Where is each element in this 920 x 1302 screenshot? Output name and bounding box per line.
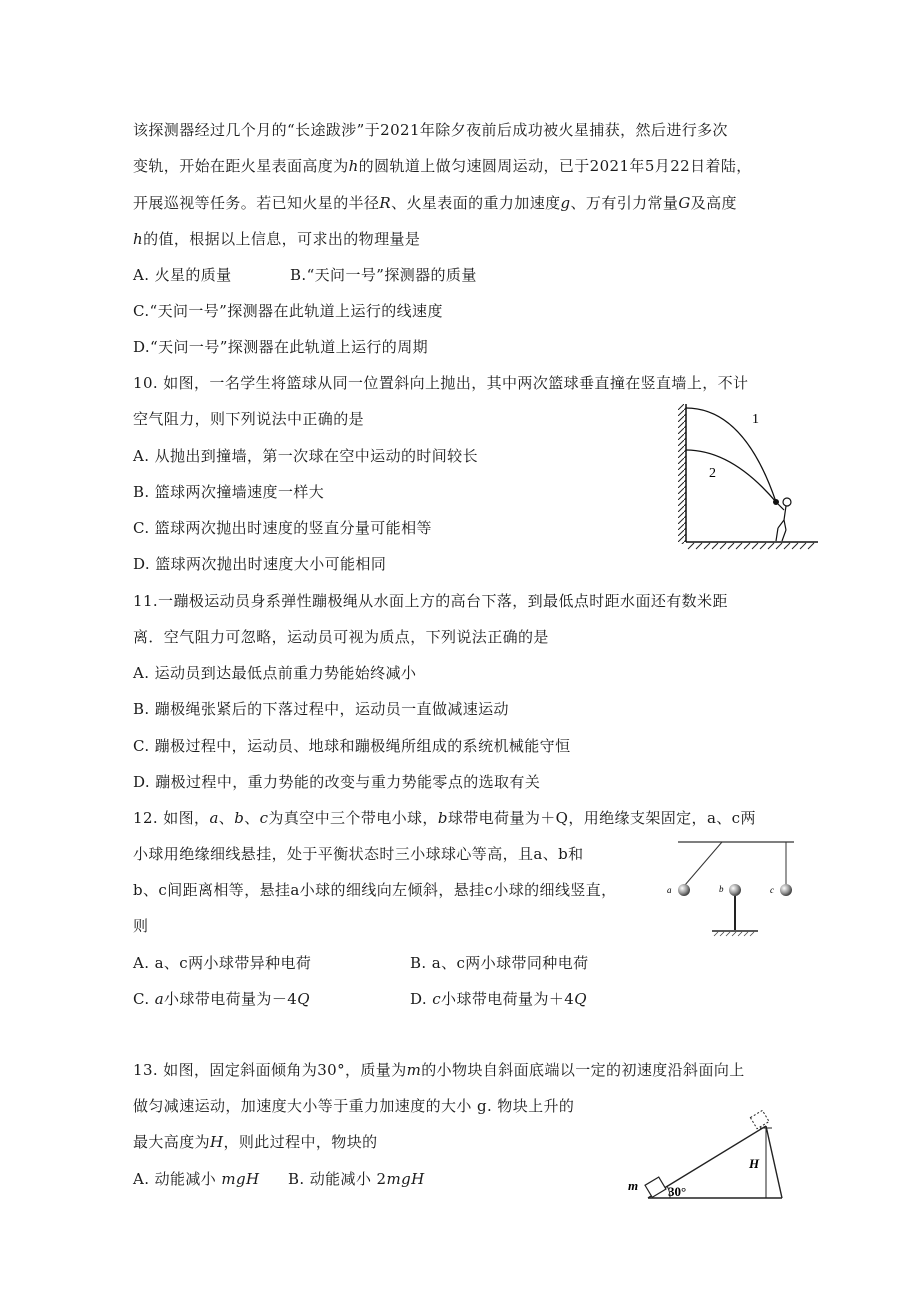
- trajectory-2: [686, 450, 776, 502]
- trajectory-label-2: 2: [709, 466, 716, 481]
- ball-label-c: c: [770, 885, 774, 895]
- charged-balls-figure: [664, 836, 804, 938]
- q11-option-c: C. 蹦极过程中，运动员、地球和蹦极绳所组成的系统机械能守恒: [133, 737, 571, 755]
- ball-a: [678, 884, 690, 896]
- q13-stem-line-1: 13. 如图，固定斜面倾角为30°，质量为m的小物块自斜面底端以一定的初速度沿斜面向上: [133, 1061, 745, 1079]
- q12-stem-line-4: 则: [133, 917, 149, 935]
- angle-label: 30°: [668, 1184, 687, 1199]
- q11-option-b: B. 蹦极绳张紧后的下落过程中，运动员一直做减速运动: [133, 700, 509, 718]
- q10-option-b: B. 篮球两次撞墙速度一样大: [133, 483, 325, 501]
- q9-option-c: C.“天问一号”探测器在此轨道上运行的线速度: [133, 302, 443, 320]
- q12-stem-line-3: b、c间距离相等，悬挂a小球的细线向左倾斜，悬挂c小球的细线竖直，: [133, 881, 617, 899]
- ground-hatch: [688, 543, 814, 549]
- q9-stem-line-4: h的值，根据以上信息，可求出的物理量是: [133, 230, 421, 248]
- wall-hatch: [678, 404, 686, 544]
- q9-option-b: B.“天问一号”探测器的质量: [290, 266, 477, 284]
- q10-option-c: C. 篮球两次抛出时速度的竖直分量可能相等: [133, 519, 432, 537]
- incline-figure: [626, 1104, 788, 1204]
- stand-hatch: [714, 932, 754, 936]
- block-bottom: [645, 1177, 666, 1197]
- incline-back: [766, 1126, 782, 1198]
- q13-stem-line-2: 做匀减速运动，加速度大小等于重力加速度的大小 g. 物块上升的: [133, 1097, 575, 1115]
- mass-label: m: [628, 1178, 639, 1193]
- ball-label-b: b: [719, 884, 724, 894]
- q13-option-a: A. 动能减小 mgH: [133, 1170, 260, 1188]
- q9-stem-line-1: 该探测器经过几个月的“长途跋涉”于2021年除夕夜前后成功被火星捕获，然后进行多次: [133, 121, 728, 139]
- q10-stem-line-1: 10. 如图，一名学生将篮球从同一位置斜向上抛出，其中两次篮球垂直撞在竖直墙上，不计: [133, 374, 749, 392]
- q10-option-d: D. 篮球两次抛出时速度大小可能相同: [133, 555, 387, 573]
- q9-stem-line-2: 变轨，开始在距火星表面高度为h的圆轨道上做匀速圆周运动，已于2021年5月22日着陆，: [133, 157, 752, 175]
- q9-option-d: D.“天问一号”探测器在此轨道上运行的周期: [133, 338, 428, 356]
- q10-option-a: A. 从抛出到撞墙，第一次球在空中运动的时间较长: [133, 447, 478, 465]
- q13-option-b: B. 动能减小 2mgH: [288, 1170, 425, 1188]
- q12-option-b: B. a、c两小球带同种电荷: [410, 954, 589, 972]
- q11-option-d: D. 蹦极过程中，重力势能的改变与重力势能零点的选取有关: [133, 773, 541, 791]
- q12-stem-line-1: 12. 如图，a、b、c为真空中三个带电小球，b球带电荷量为＋Q，用绝缘支架固定，a、c两: [133, 809, 756, 827]
- q9-option-a: A. 火星的质量: [133, 266, 232, 284]
- basketball-wall-figure: [672, 398, 822, 550]
- height-label: H: [749, 1156, 760, 1171]
- thread-a: [685, 842, 722, 885]
- q11-option-a: A. 运动员到达最低点前重力势能始终减小: [133, 664, 417, 682]
- q12-option-c: C. a小球带电荷量为－4Q: [133, 990, 310, 1008]
- q12-option-d: D. c小球带电荷量为＋4Q: [410, 990, 587, 1008]
- q9-stem-line-3: 开展巡视等任务。若已知火星的半径R、火星表面的重力加速度g、万有引力常量G及高度: [133, 194, 737, 212]
- q10-stem-line-2: 空气阻力，则下列说法中正确的是: [133, 410, 365, 428]
- q11-stem-line-2: 离．空气阻力可忽略，运动员可视为质点，下列说法正确的是: [133, 628, 549, 646]
- q12-stem-line-2: 小球用绝缘细线悬挂，处于平衡状态时三小球球心等高，且a、b和: [133, 845, 584, 863]
- trajectory-label-1: 1: [752, 412, 759, 427]
- ball-b: [729, 884, 741, 896]
- q13-stem-line-3: 最大高度为H，则此过程中，物块的: [133, 1133, 378, 1151]
- basketball: [773, 499, 779, 505]
- ball-label-a: a: [667, 885, 672, 895]
- q11-stem-line-1: 11.一蹦极运动员身系弹性蹦极绳从水面上方的高台下落，到最低点时距水面还有数米距: [133, 592, 728, 610]
- q12-option-a: A. a、c两小球带异种电荷: [133, 954, 312, 972]
- ball-c: [780, 884, 792, 896]
- student-figure: [776, 498, 791, 541]
